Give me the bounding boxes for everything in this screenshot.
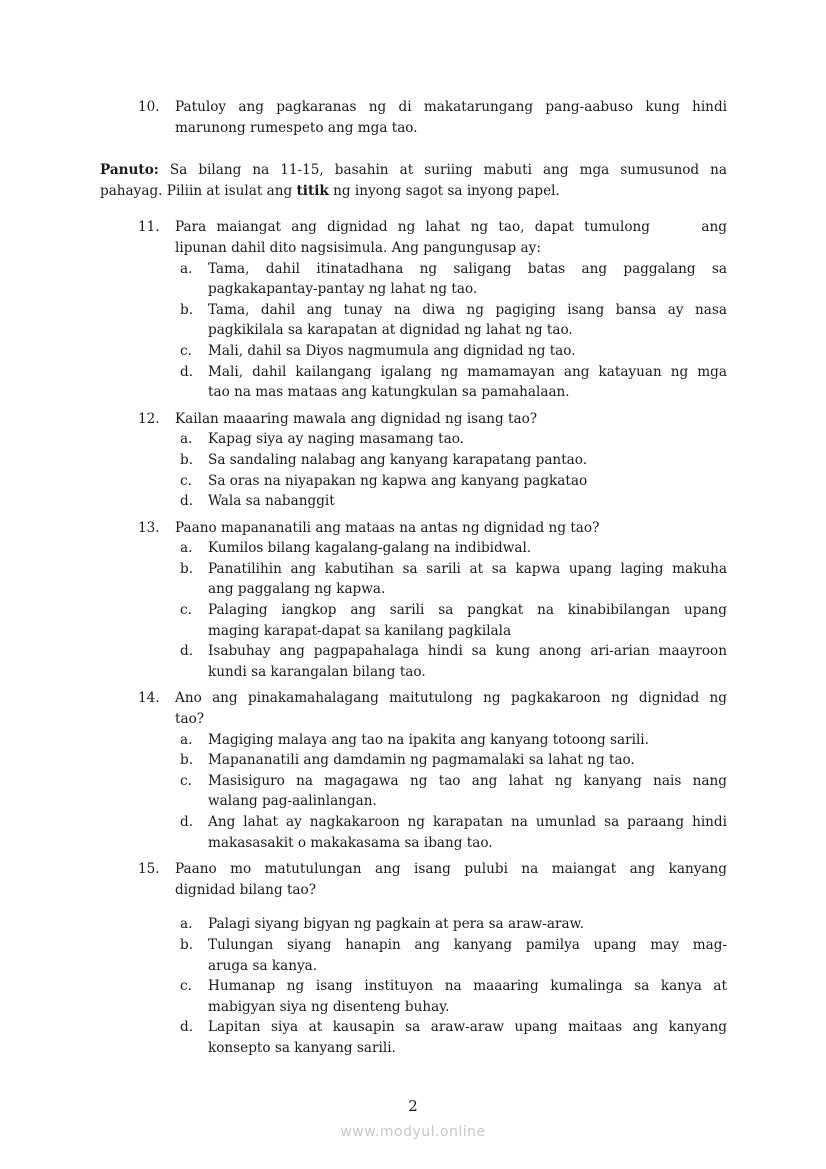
text-line: Palaging iangkop ang sarili sa pangkat na kinabibilangan upang [208, 602, 727, 619]
text-line: Humanap ng isang instituyon na maaaring kumalinga sa kanya at [208, 978, 727, 995]
option-letter: c. [180, 978, 192, 995]
answer-option [180, 1017, 727, 1058]
question-item [138, 97, 727, 138]
previous-questions [100, 97, 727, 138]
question-item [138, 688, 727, 853]
text-line: tao? [175, 711, 205, 728]
option-letter: b. [180, 451, 194, 468]
text-line: pagkikilala sa karapatan at dignidad ng lahat ng tao. [208, 322, 573, 339]
answer-option [180, 914, 727, 935]
option-letter: a. [180, 260, 193, 277]
text-line: konsepto sa kanyang sarili. [208, 1039, 396, 1056]
instructions-emphasis: titik [296, 182, 329, 199]
answer-option [180, 471, 727, 492]
text-line: Tama, dahil ang tunay na diwa ng pagiging isang bansa ay nasa [208, 301, 727, 318]
instructions-line-1 [100, 160, 727, 181]
text-line: Isabuhay ang pagpapahalaga hindi sa kung anong ari-arian maayroon [208, 643, 727, 660]
answer-option [180, 641, 727, 682]
instructions-text: Sa bilang na 11-15, basahin at suriing mabuti ang mga sumusunod na [169, 162, 727, 179]
text-line: Kailan maaaring mawala ang dignidad ng isang tao? [175, 410, 538, 427]
answer-option [180, 300, 727, 341]
option-letter: a. [180, 431, 193, 448]
text-line: Wala sa nabanggit [208, 493, 335, 510]
text-line: makasasakit o makakasama sa ibang tao. [208, 834, 493, 851]
answer-option [180, 538, 727, 559]
option-letter: b. [180, 752, 194, 769]
text-line: kundi sa karangalan bilang tao. [208, 663, 426, 680]
text-line: Tama, dahil itinatadhana ng saligang batas ang paggalang sa [208, 260, 727, 277]
answer-option [180, 362, 727, 403]
text-line: Paano mo matutulungan ang isang pulubi na maiangat ang kanyang [175, 861, 727, 878]
text-line: mabigyan siya ng disenteng buhay. [208, 998, 450, 1015]
text-line: Masisiguro na magagawa ng tao ang lahat ng kanyang nais nang [208, 772, 727, 789]
answer-option [180, 935, 727, 976]
text-line: maging karapat-dapat sa kanilang pagkilala [208, 622, 512, 639]
option-letter: c. [180, 772, 192, 789]
question-number: 11. [138, 219, 160, 236]
option-letter: a. [180, 916, 193, 933]
answer-option [180, 812, 727, 853]
text-line: Kumilos bilang kagalang-galang na indibidwal. [208, 540, 532, 557]
text-line: Palagi siyang bigyan ng pagkain at pera sa araw-araw. [208, 916, 584, 933]
question-list [100, 217, 727, 1058]
answer-option [180, 450, 727, 471]
question-number: 13. [138, 519, 160, 536]
text-line: Sa sandaling nalabag ang kanyang karapatang pantao. [208, 451, 588, 468]
option-letter: b. [180, 936, 194, 953]
watermark: www.modyul.online [340, 1124, 486, 1140]
option-letter: a. [180, 540, 193, 557]
answer-option [180, 976, 727, 1017]
instructions-label: Panuto: [100, 162, 159, 179]
text-line: Magiging malaya ang tao na ipakita ang kanyang totoong sarili. [208, 731, 649, 748]
text-line: Mali, dahil kailangang igalang ng mamamayan ang katayuan ng mga [208, 363, 727, 380]
instructions-text: ng inyong sagot sa inyong papel. [333, 182, 560, 199]
option-letter: d. [180, 643, 194, 660]
text-line: tao na mas mataas ang katungkulan sa pamahalaan. [208, 384, 570, 401]
option-letter: d. [180, 493, 194, 510]
text-line: Lapitan siya at kausapin sa araw-araw upang maitaas ang kanyang [208, 1019, 727, 1036]
text-line: marunong rumespeto ang mga tao. [175, 119, 418, 136]
question-number: 14. [138, 690, 160, 707]
option-letter: b. [180, 301, 194, 318]
answer-option [180, 491, 727, 512]
question-item [138, 217, 727, 402]
text-line: walang pag-aalinlangan. [208, 793, 377, 810]
text-line: lipunan dahil dito nagsisimula. Ang pangungusap ay: [175, 239, 541, 256]
text-line: Kapag siya ay naging masamang tao. [208, 431, 464, 448]
text-line: aruga sa kanya. [208, 957, 318, 974]
answer-option [180, 600, 727, 641]
instructions-line-2 [100, 181, 727, 202]
answer-option [180, 429, 727, 450]
page-content [100, 97, 727, 1059]
page-number: 2 [408, 1097, 418, 1115]
question-number: 15. [138, 861, 160, 878]
option-letter: c. [180, 602, 192, 619]
answer-option [180, 730, 727, 751]
option-letter: a. [180, 731, 193, 748]
option-letter: d. [180, 1019, 194, 1036]
question-item [138, 859, 727, 1058]
option-letter: c. [180, 342, 192, 359]
option-letter: d. [180, 363, 194, 380]
question-number: 10. [138, 99, 160, 115]
text-line: ang paggalang ng kapwa. [208, 581, 386, 598]
answer-option [180, 341, 727, 362]
text-line: Mali, dahil sa Diyos nagmumula ang dignidad ng tao. [208, 342, 576, 359]
answer-option [180, 259, 727, 300]
text-line: Ano ang pinakamahalagang maitutulong ng pagkakaroon ng dignidad ng [175, 690, 727, 707]
text-line: Ang lahat ay nagkakaroon ng karapatan na umunlad sa paraang hindi [208, 814, 727, 830]
text-line: pagkakapantay-pantay ng lahat ng tao. [208, 281, 478, 298]
option-letter: c. [180, 472, 192, 489]
text-line: Tulungan siyang hanapin ang kanyang pamilya upang may mag- [208, 936, 727, 953]
question-item [138, 409, 727, 512]
answer-option [180, 750, 727, 771]
answer-option [180, 771, 727, 812]
question-item [138, 518, 727, 683]
text-line: Sa oras na niyapakan ng kapwa ang kanyang pagkatao [208, 472, 588, 489]
text-line: dignidad bilang tao? [175, 881, 317, 898]
text-line: Paano mapananatili ang mataas na antas ng dignidad ng tao? [175, 519, 600, 536]
answer-option [180, 559, 727, 600]
option-letter: b. [180, 560, 194, 577]
question-number: 12. [138, 410, 160, 427]
instructions [100, 160, 727, 201]
text-line: Patuloy ang pagkaranas ng di makatarungang pang-aabuso kung hindi [175, 99, 727, 115]
text-line: Panatilihin ang kabutihan sa sarili at sa kapwa upang laging makuha [208, 560, 727, 577]
text-line: Mapananatili ang damdamin ng pagmamalaki sa lahat ng tao. [208, 752, 635, 769]
text-line: Para maiangat ang dignidad ng lahat ng tao, dapat tumulong ang [175, 219, 727, 236]
instructions-text: pahayag. Piliin at isulat ang [100, 182, 293, 199]
option-letter: d. [180, 814, 194, 830]
